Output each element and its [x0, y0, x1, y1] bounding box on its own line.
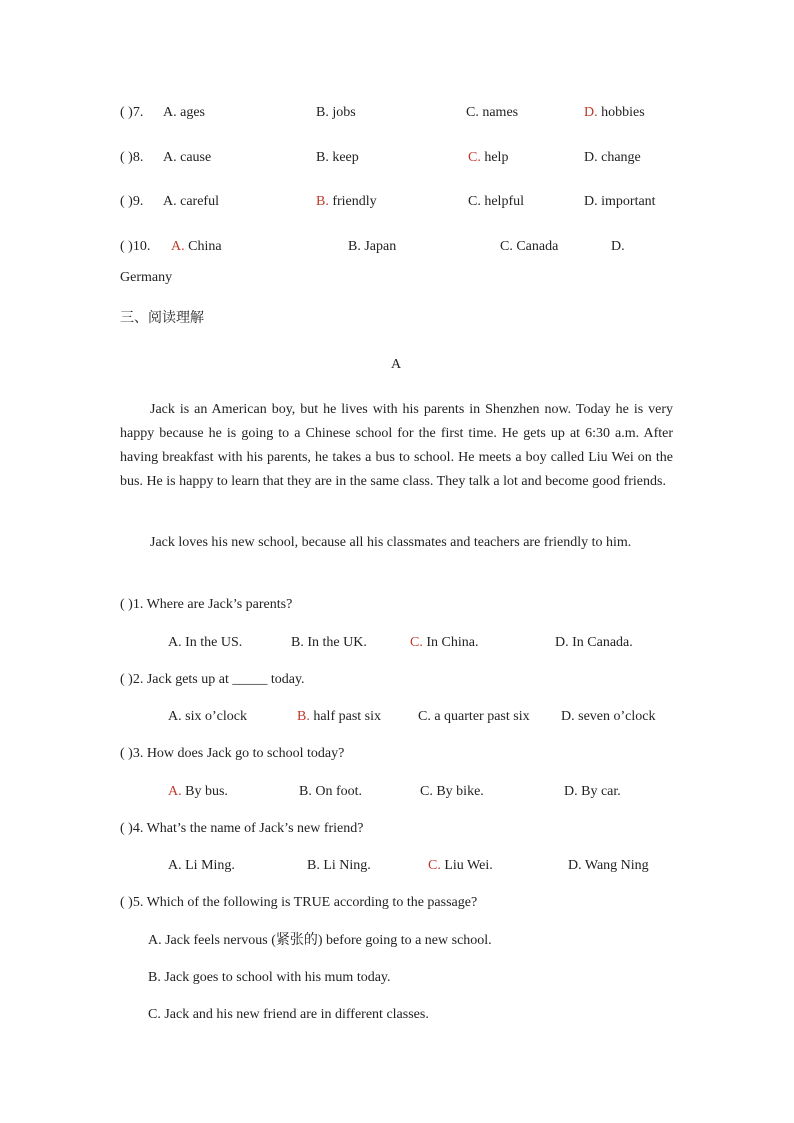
- option: C. Jack and his new friend are in different classes.: [148, 1007, 429, 1022]
- option: C. helpful: [468, 194, 524, 209]
- question: ( )4. What’s the name of Jack’s new friend?: [120, 821, 364, 836]
- option-wrap: Germany: [120, 270, 173, 285]
- question: ( )1. Where are Jack’s parents?: [120, 597, 293, 612]
- option: D. By car.: [564, 784, 621, 799]
- question: ( )5. Which of the following is TRUE according to the passage?: [120, 895, 478, 910]
- option: B. keep: [316, 150, 359, 165]
- passage-paragraph: Jack loves his new school, because all his classmates and teachers are friendly to him.: [150, 535, 632, 550]
- option: D. change: [584, 150, 641, 165]
- option: A. Jack feels nervous (紧张的) before going to a new school.: [148, 933, 492, 948]
- cloze-number: ( )8.: [120, 150, 144, 165]
- option: C. Canada: [500, 239, 559, 254]
- option-answer: C. Liu Wei.: [428, 858, 493, 873]
- option: D. important: [584, 194, 656, 209]
- option: C. a quarter past six: [418, 709, 530, 724]
- option: B. Li Ning.: [307, 858, 371, 873]
- question: ( )2. Jack gets up at _____ today.: [120, 672, 305, 687]
- option: B. Japan: [348, 239, 397, 254]
- option: A. In the US.: [168, 635, 243, 650]
- option: C. By bike.: [420, 784, 484, 799]
- option: D. In Canada.: [555, 635, 633, 650]
- section-title: 三、阅读理解: [120, 310, 204, 326]
- question: ( )3. How does Jack go to school today?: [120, 746, 345, 761]
- option-answer: B. half past six: [297, 709, 381, 724]
- option-answer: C. In China.: [410, 635, 479, 650]
- option-answer: B. friendly: [316, 194, 377, 209]
- option: D. seven o’clock: [561, 709, 656, 724]
- passage-paragraph: Jack is an American boy, but he lives with his parents in Shenzhen now. Today he is very happy because he is going to a Chinese school for the first time. He gets up at 6:30 a.m. After having breakfast with his parents, he takes a bus to school. He meets a boy called Liu Wei on the bus. He is happy to learn that they are in the same class. They talk a lot and become good friends.: [120, 402, 673, 489]
- option-answer: C. help: [468, 150, 509, 165]
- option: A. careful: [163, 194, 219, 209]
- option: B. jobs: [316, 105, 356, 120]
- option: D. Wang Ning: [568, 858, 649, 873]
- option-answer: A. China: [171, 239, 222, 254]
- cloze-number: ( )9.: [120, 194, 144, 209]
- cloze-number: ( )10.: [120, 239, 151, 254]
- option: A. ages: [163, 105, 206, 120]
- option: B. On foot.: [299, 784, 363, 799]
- option: A. six o’clock: [168, 709, 247, 724]
- option: B. Jack goes to school with his mum today.: [148, 970, 391, 985]
- option: B. In the UK.: [291, 635, 367, 650]
- option-answer: A. By bus.: [168, 784, 228, 799]
- option: A. Li Ming.: [168, 858, 235, 873]
- option-answer: D. hobbies: [584, 105, 645, 120]
- option: A. cause: [163, 150, 212, 165]
- option: C. names: [466, 105, 519, 120]
- option: D.: [611, 239, 625, 254]
- passage-label: A: [391, 357, 402, 372]
- cloze-number: ( )7.: [120, 105, 144, 120]
